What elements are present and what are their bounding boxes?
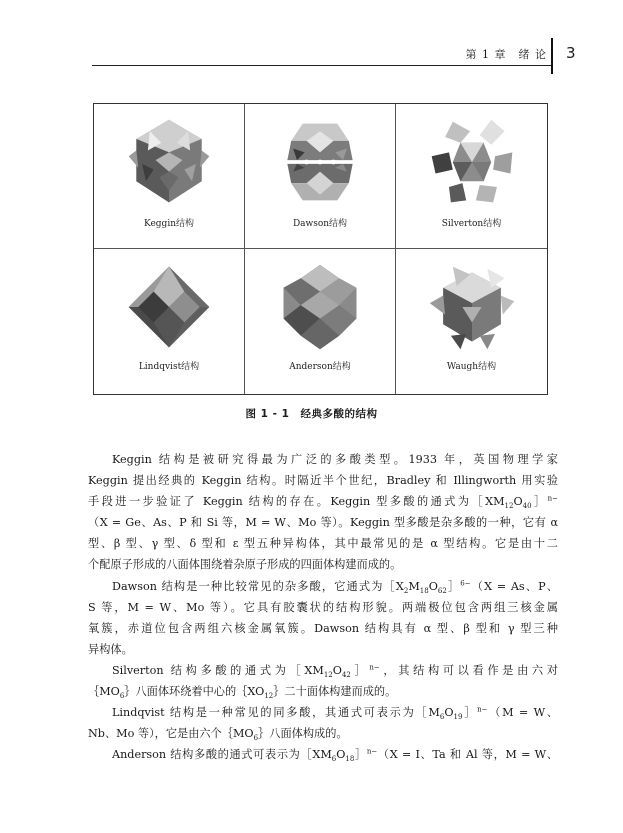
figure-cell-keggin (94, 104, 245, 249)
silverton-label: Silverton结构 (441, 219, 502, 229)
figure-cell-lindqvist (94, 249, 245, 394)
waugh-label: Waugh结构 (446, 362, 497, 372)
paragraph-line: Keggin 提出经典的 Keggin 结构。时隔近半个世纪，Bradley 和 Illingworth 用实验 (88, 474, 558, 488)
paragraph-line: $\{MO_6\}$八面体环绕着中心的$\{XO_{12}\}$二十面体构建而成的。 (88, 685, 397, 701)
paragraph-line: 异构体。 (88, 642, 133, 656)
body-text (88, 449, 558, 765)
lindqvist-label: Lindqvist结构 (138, 362, 200, 372)
paragraph-line: Lindqvist 结构是一种常见的同多酸，其通式可表示为$[M_6O_{19}]^{n-}(M = W$、 (112, 705, 558, 722)
anderson-label: Anderson结构 (289, 362, 351, 372)
paragraph-line: 型、β 型、γ 型、δ 型和 ε 型五种异构体，其中最常见的是 α 型结构。它是由十二 (88, 537, 558, 551)
page-number: 3 (566, 44, 576, 62)
header-divider (551, 38, 553, 74)
header-rule (92, 65, 552, 66)
paragraph-line: Nb、Mo 等），它是由六个$\{MO_6\}$八面体构成的。 (88, 727, 348, 743)
paragraph-line: Anderson 结构多酸的通式可表示为$[XM_6O_{18}]^{n-}(X = I$、Ta 和 Al 等，M = W、 (112, 747, 558, 764)
silverton-structure-image (424, 114, 520, 210)
running-header: 第 1 章 绪 论 (465, 48, 547, 61)
figure-cell-dawson (245, 104, 396, 249)
paragraph-line: （X = Ge、As、P 和 Si 等，M = W、Mo 等）。Keggin 型多酸是杂多酸的一种，它有 α (88, 516, 558, 530)
keggin-structure-image (121, 114, 217, 210)
paragraph-line: Keggin 结构是被研究得最为广泛的多酸类型。1933 年，英国物理学家 (112, 453, 558, 466)
waugh-structure-image (424, 259, 520, 355)
anderson-structure-image (272, 259, 368, 355)
figure-caption: 图 1 - 1 经典多酸的结构 (245, 408, 378, 420)
keggin-label: Keggin结构 (143, 219, 194, 229)
dawson-label: Dawson结构 (292, 219, 348, 229)
paragraph-line: Dawson 结构是一种比较常见的杂多酸，它通式为$[X_2M_{18}O_{62}]^{6-}(X = As$、P、 (112, 578, 558, 595)
paragraph-line: 个配原子形成的八面体围绕着杂原子形成的四面体构建而成的。 (88, 558, 402, 572)
figure-cell-anderson (245, 249, 396, 394)
paragraph-line: 手段进一步验证了 Keggin 结构的存在。Keggin 型多酸的通式为$[XM_{12}O_{40}]^{n-}$ (88, 494, 558, 511)
paragraph-line: 氧簇，赤道位包含两组六核金属氧簇。Dawson 结构具有 α 型、β 型和 γ 型三种 (88, 621, 558, 635)
figure-1-1 (93, 103, 548, 395)
dawson-structure-image (272, 114, 368, 210)
paragraph-line: S 等，M = W、Mo 等）。它具有胶囊状的结构形貌。两端极位包含两组三核金属 (88, 600, 558, 614)
figure-cell-waugh (396, 249, 547, 394)
figure-cell-silverton (396, 104, 547, 249)
paragraph-line: Silverton 结构多酸的通式为$[XM_{12}O_{42}]^{n-}$，其结构可以看作是由六对 (112, 663, 558, 680)
lindqvist-structure-image (121, 259, 217, 355)
